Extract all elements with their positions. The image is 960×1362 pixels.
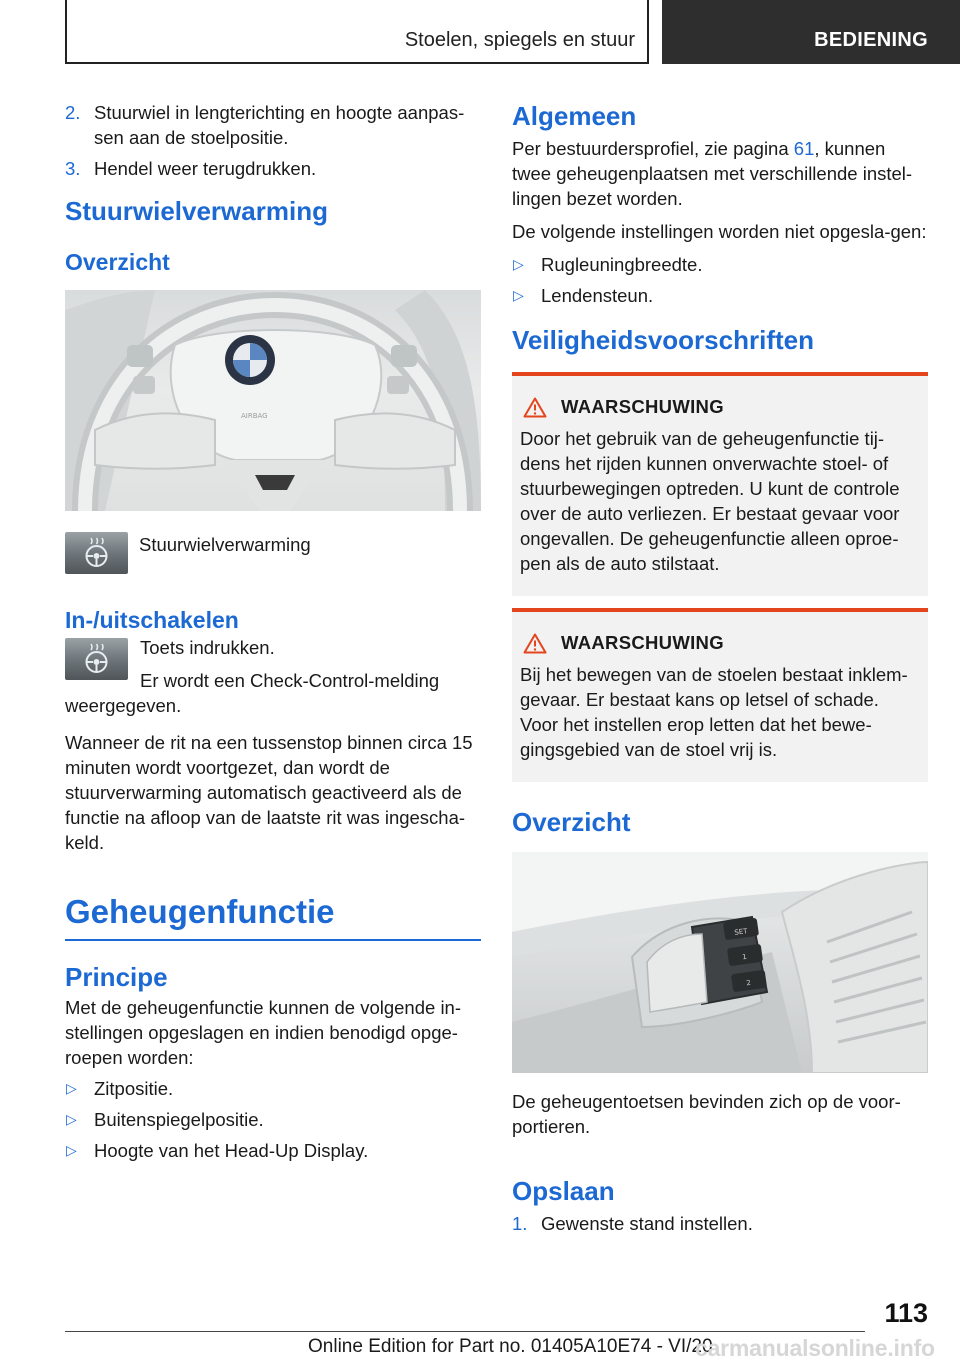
not-saved-paragraph: De volgende instellingen worden niet opgesla-gen:	[512, 221, 927, 242]
on-off-result: Er wordt een Check-Control-melding weergegeven.	[65, 670, 440, 716]
list-item: ▷ Buitenspiegelpositie.	[66, 1109, 264, 1130]
heading-on-off: In-/uitschakelen	[65, 607, 239, 633]
warning-triangle-icon	[523, 397, 547, 418]
triangle-bullet-icon: ▷	[66, 1142, 77, 1158]
heading-overview-left: Overzicht	[65, 249, 170, 275]
triangle-bullet-icon: ▷	[66, 1111, 77, 1127]
on-off-paragraph: Wanneer de rit na een tussenstop binnen circa 15 minuten wordt voortgezet, dan wordt de stuurverwarming automatisch geactiveerd als de functie na afloop van de laatste rit was ingescha-keld.	[65, 732, 473, 853]
memory-1-button-label: 1	[741, 952, 748, 962]
steering-wheel-heating-icon	[65, 532, 128, 574]
list-item: 1. Gewenste stand instellen.	[512, 1213, 753, 1234]
heading-principle: Principe	[65, 962, 168, 992]
header-chapter-title: BEDIENING	[814, 29, 928, 51]
triangle-bullet-icon: ▷	[66, 1080, 77, 1096]
door-memory-buttons-photo	[512, 852, 928, 1073]
door-panel-illustration	[512, 852, 928, 1073]
heading-steering-heating: Stuurwielverwarming	[65, 196, 328, 226]
left-column	[65, 100, 481, 1169]
heating-icon-caption: Stuurwielverwarming	[139, 534, 311, 555]
triangle-bullet-icon: ▷	[513, 287, 524, 303]
header-chapter-tab	[662, 0, 960, 64]
header-section-title: Stoelen, spiegels en stuur	[404, 29, 635, 51]
heading-overview-right: Overzicht	[512, 807, 631, 837]
not-saved-list	[512, 252, 928, 308]
warning-title: WAARSCHUWING	[561, 632, 724, 653]
heating-icon-caption-row	[65, 532, 481, 574]
heading-general: Algemeen	[512, 101, 637, 131]
warning-box-2	[512, 608, 928, 782]
warning-text: Bij het bewegen van de stoelen bestaat inklem-gevaar. Er bestaat kans op letsel of schade. Voor het instellen erop letten dat het bewe-gingsgebied van de stoel vrij is.	[520, 664, 908, 760]
overview-paragraph: De geheugentoetsen bevinden zich op de voor-portieren.	[512, 1091, 901, 1137]
warning-text: Door het gebruik van de geheugenfunctie tij-dens het rijden kunnen onverwachte stoel- of stuurbewegingen optreden. U kunt de controle over de auto verliezen. Er bestaat gevaar voor ongevallen. De geheugenfunctie alleen oproe-pen als de auto stilstaat.	[520, 428, 900, 574]
warning-title: WAARSCHUWING	[561, 396, 724, 417]
page-reference-link[interactable]: 61	[793, 138, 815, 159]
heading-save: Opslaan	[512, 1176, 615, 1206]
heading-memory-function: Geheugenfunctie	[65, 891, 481, 941]
principle-list	[65, 1076, 481, 1163]
warning-box-1	[512, 372, 928, 596]
on-off-block	[65, 635, 481, 718]
steering-wheel-illustration	[65, 290, 481, 511]
warning-triangle-icon	[523, 633, 547, 654]
right-column	[512, 100, 928, 1242]
principle-paragraph: Met de geheugenfunctie kunnen de volgende in-stellingen opgeslagen en indien benodigd opge-roepen worden:	[65, 997, 461, 1068]
triangle-bullet-icon: ▷	[513, 256, 524, 272]
steering-wheel-heating-button-icon	[65, 638, 128, 680]
header-section-box	[65, 0, 649, 64]
memory-2-button-label: 2	[745, 978, 752, 988]
heading-safety: Veiligheidsvoorschriften	[512, 325, 814, 355]
list-item: ▷ Zitpositie.	[66, 1078, 174, 1099]
list-item: 3. Hendel weer terugdrukken.	[65, 158, 317, 179]
on-off-instruction: Toets indrukken.	[140, 637, 275, 658]
list-item: ▷ Hoogte van het Head-Up Display.	[66, 1140, 369, 1161]
general-paragraph: Per bestuurdersprofiel, zie pagina 61, kunnen twee geheugenplaatsen met verschillende instel-lingen bezet worden.	[512, 138, 913, 209]
list-item: ▷ Lendensteun.	[513, 285, 654, 306]
watermark-logo: carmanualsonline.info	[695, 1335, 935, 1361]
footer-edition: Online Edition for Part no. 01405A10E74 - VI/20	[308, 1336, 713, 1357]
page-number: 113	[884, 1298, 928, 1328]
steps-top-list	[65, 100, 481, 181]
set-button-label: SET	[733, 927, 749, 937]
footer-divider	[65, 1331, 865, 1332]
list-item: 2. Stuurwiel in lengterichting en hoogte aanpas-sen aan de stoelpositie.	[65, 102, 465, 148]
steering-wheel-photo	[65, 290, 481, 511]
save-steps-list	[512, 1211, 928, 1236]
airbag-label: AIRBAG	[241, 412, 268, 420]
list-item: ▷ Rugleuningbreedte.	[513, 254, 703, 275]
